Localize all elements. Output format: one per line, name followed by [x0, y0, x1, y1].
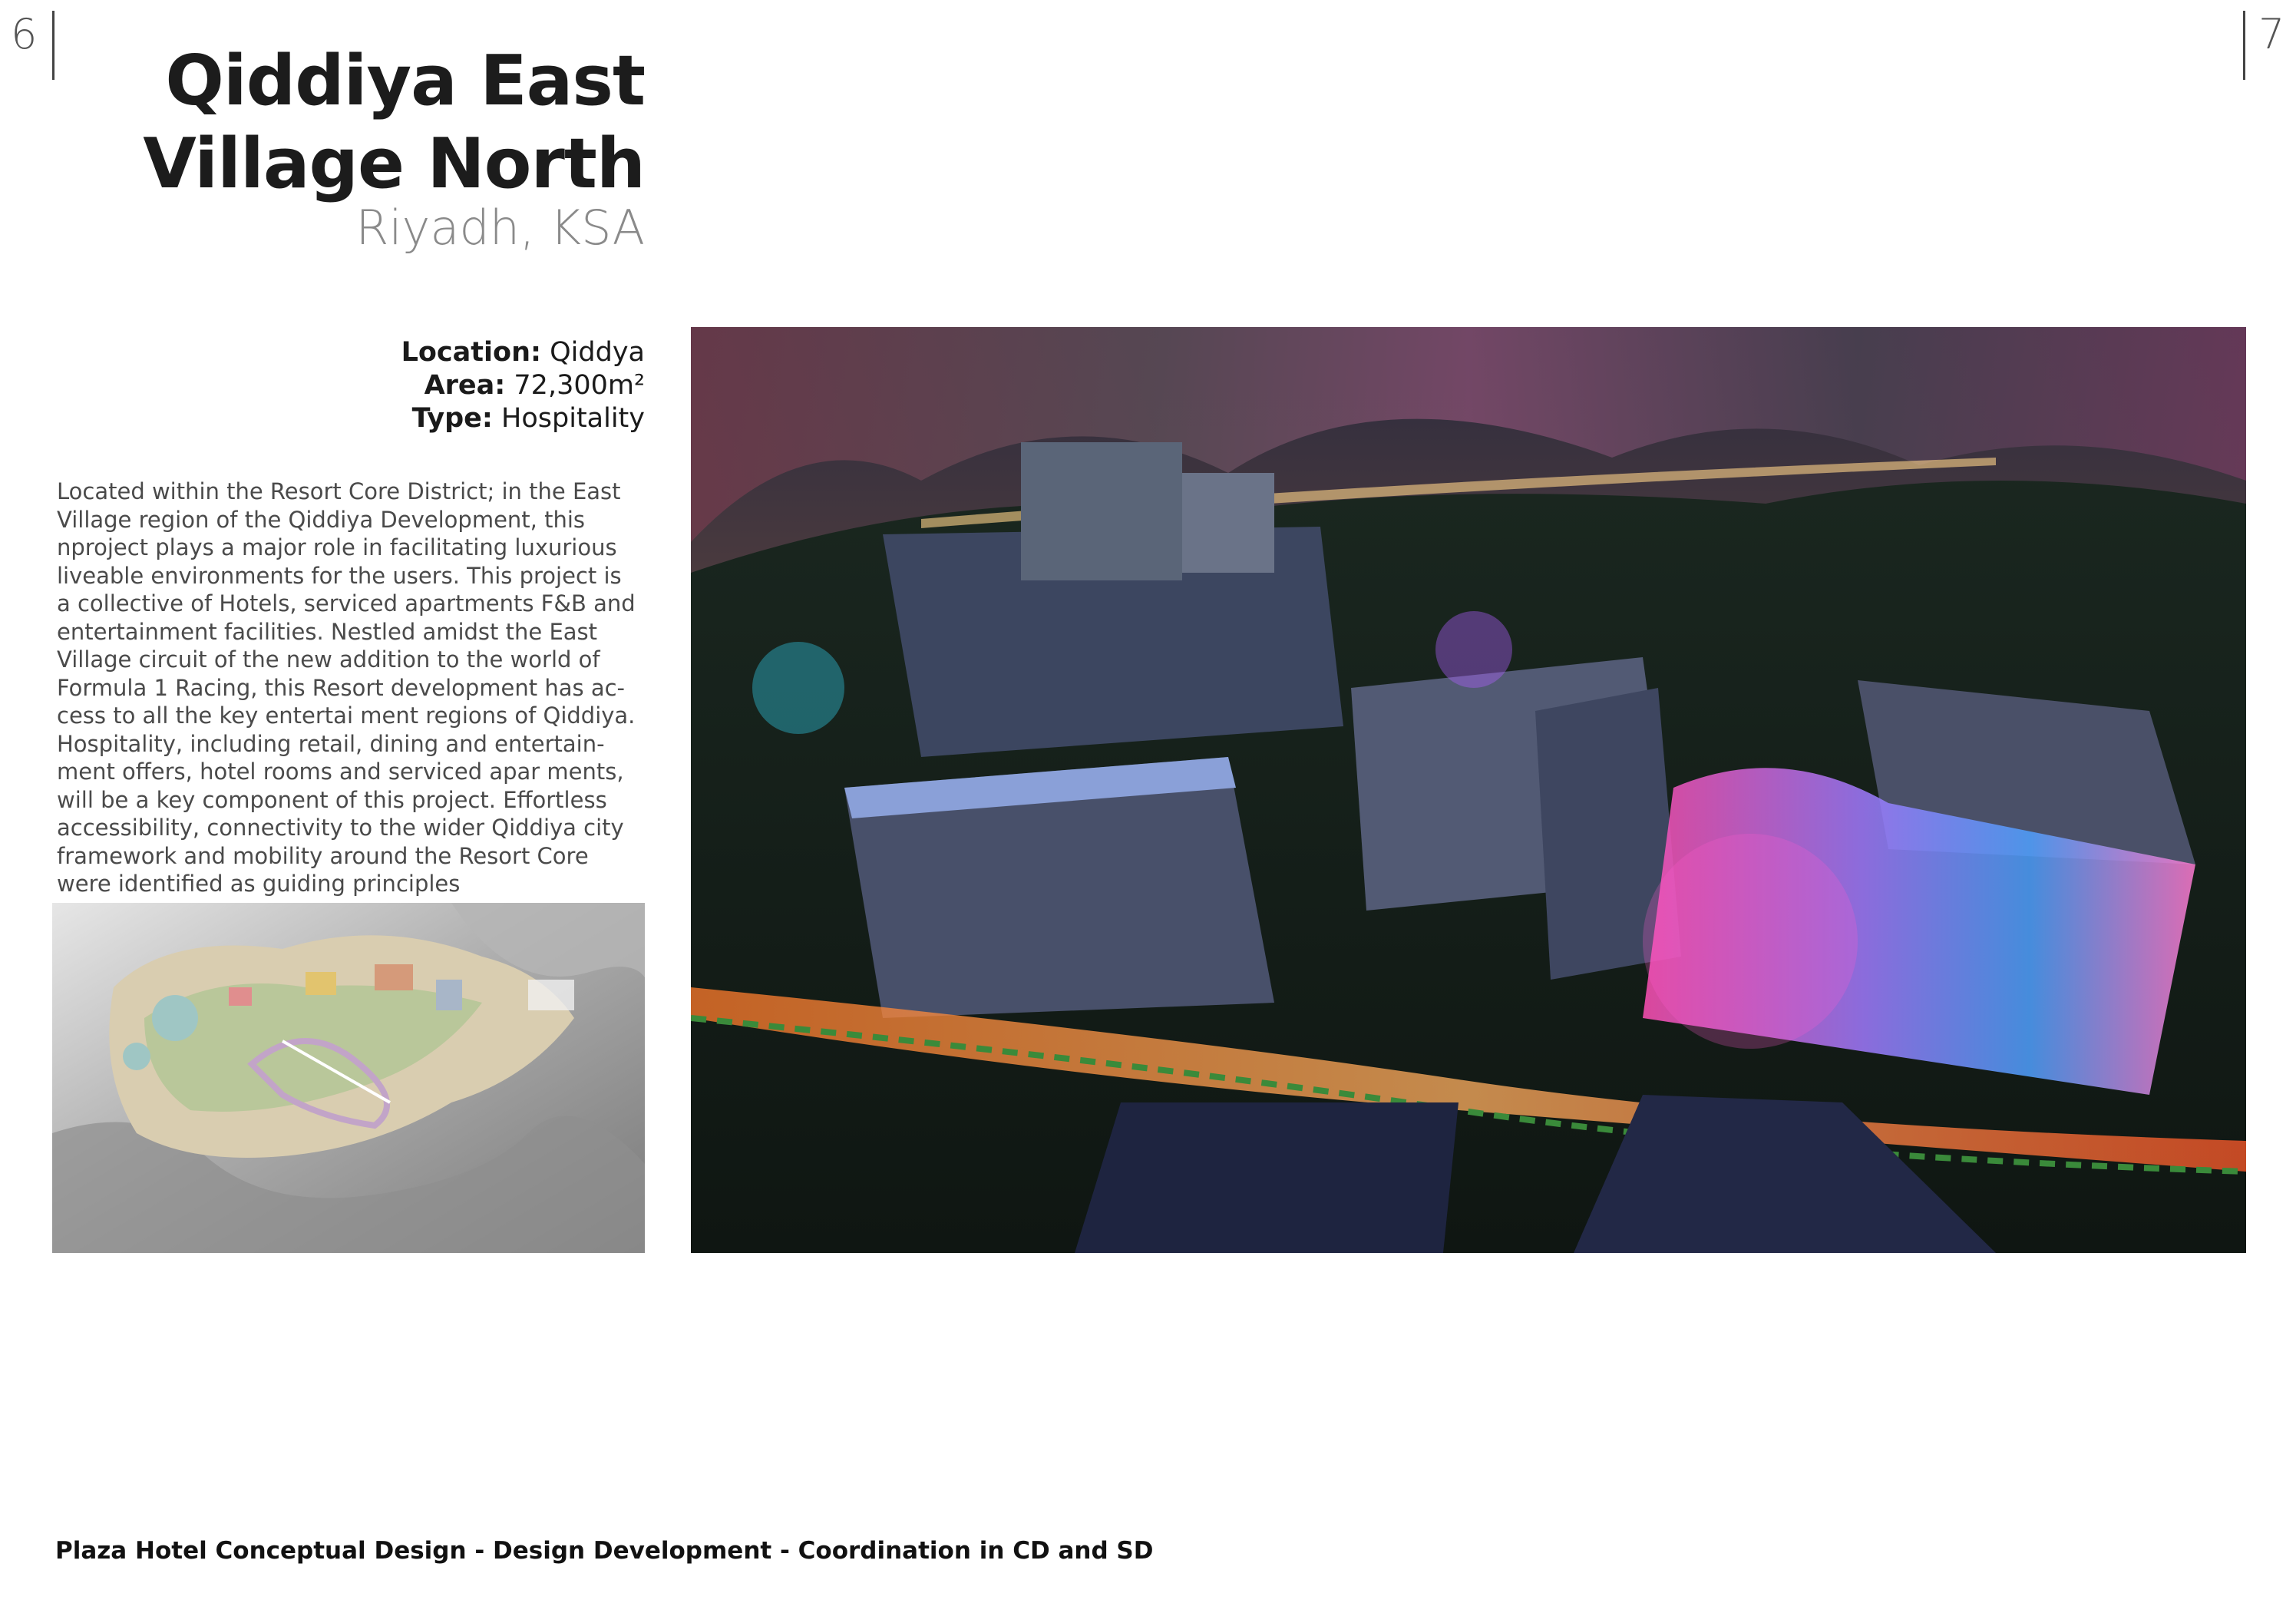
site-plan-map-graphic: [52, 903, 645, 1253]
spec-label: Area:: [424, 370, 506, 401]
hero-render-image: [691, 327, 2246, 1253]
project-title-line-1: Qiddiya East: [165, 41, 645, 121]
description-line: Located within the Resort Core District; in the East: [57, 478, 621, 504]
hero-render-graphic: [691, 327, 2246, 1253]
description-line: Village circuit of the new addition to the world of: [57, 646, 600, 673]
description-line: entertainment facilities. Nestled amidst the East: [57, 618, 598, 645]
spec-area: [401, 369, 645, 402]
description-line: framework and mobility around the Resort Core: [57, 842, 589, 869]
spec-label: Location:: [401, 337, 541, 368]
page-number-divider-left: [52, 11, 55, 80]
spec-location: [401, 336, 645, 369]
footer-caption: Plaza Hotel Conceptual Design - Design Development - Coordination in CD and SD: [55, 1537, 1154, 1565]
project-location-subtitle: Riyadh, KSA: [355, 200, 645, 256]
description-line: Hospitality, including retail, dining and entertain-: [57, 730, 605, 757]
description-line: ment offers, hotel rooms and serviced apar ments,: [57, 759, 624, 785]
description-line: were identified as guiding principles: [57, 871, 461, 897]
page-number-divider-right: [2243, 11, 2245, 80]
spec-label: Type:: [411, 403, 493, 434]
spec-value: 72,300m²: [514, 370, 645, 401]
description-line: nproject plays a major role in facilitating luxurious: [57, 534, 617, 560]
spec-value: Qiddya: [550, 337, 645, 368]
description-line: Formula 1 Racing, this Resort development has ac-: [57, 674, 626, 701]
description-line: liveable environments for the users. This project is: [57, 562, 622, 589]
project-title: [143, 40, 645, 206]
description-line: will be a key component of this project. Effortless: [57, 786, 607, 813]
project-specs: [401, 336, 645, 435]
project-description: [57, 478, 645, 898]
description-line: Village region of the Qiddiya Development, this: [57, 506, 586, 533]
description-line: cess to all the key entertai ment regions of Qiddiya.: [57, 702, 636, 729]
spec-value: Hospitality: [501, 403, 645, 434]
description-line: accessibility, connectivity to the wider Qiddiya city: [57, 815, 624, 841]
site-plan-map: [52, 903, 645, 1253]
project-title-line-2: Village North: [143, 124, 645, 204]
spec-type: [401, 402, 645, 435]
description-line: a collective of Hotels, serviced apartments F&B and: [57, 590, 636, 616]
page-number-left: 6: [11, 10, 38, 58]
page-number-right: 7: [2258, 10, 2285, 58]
